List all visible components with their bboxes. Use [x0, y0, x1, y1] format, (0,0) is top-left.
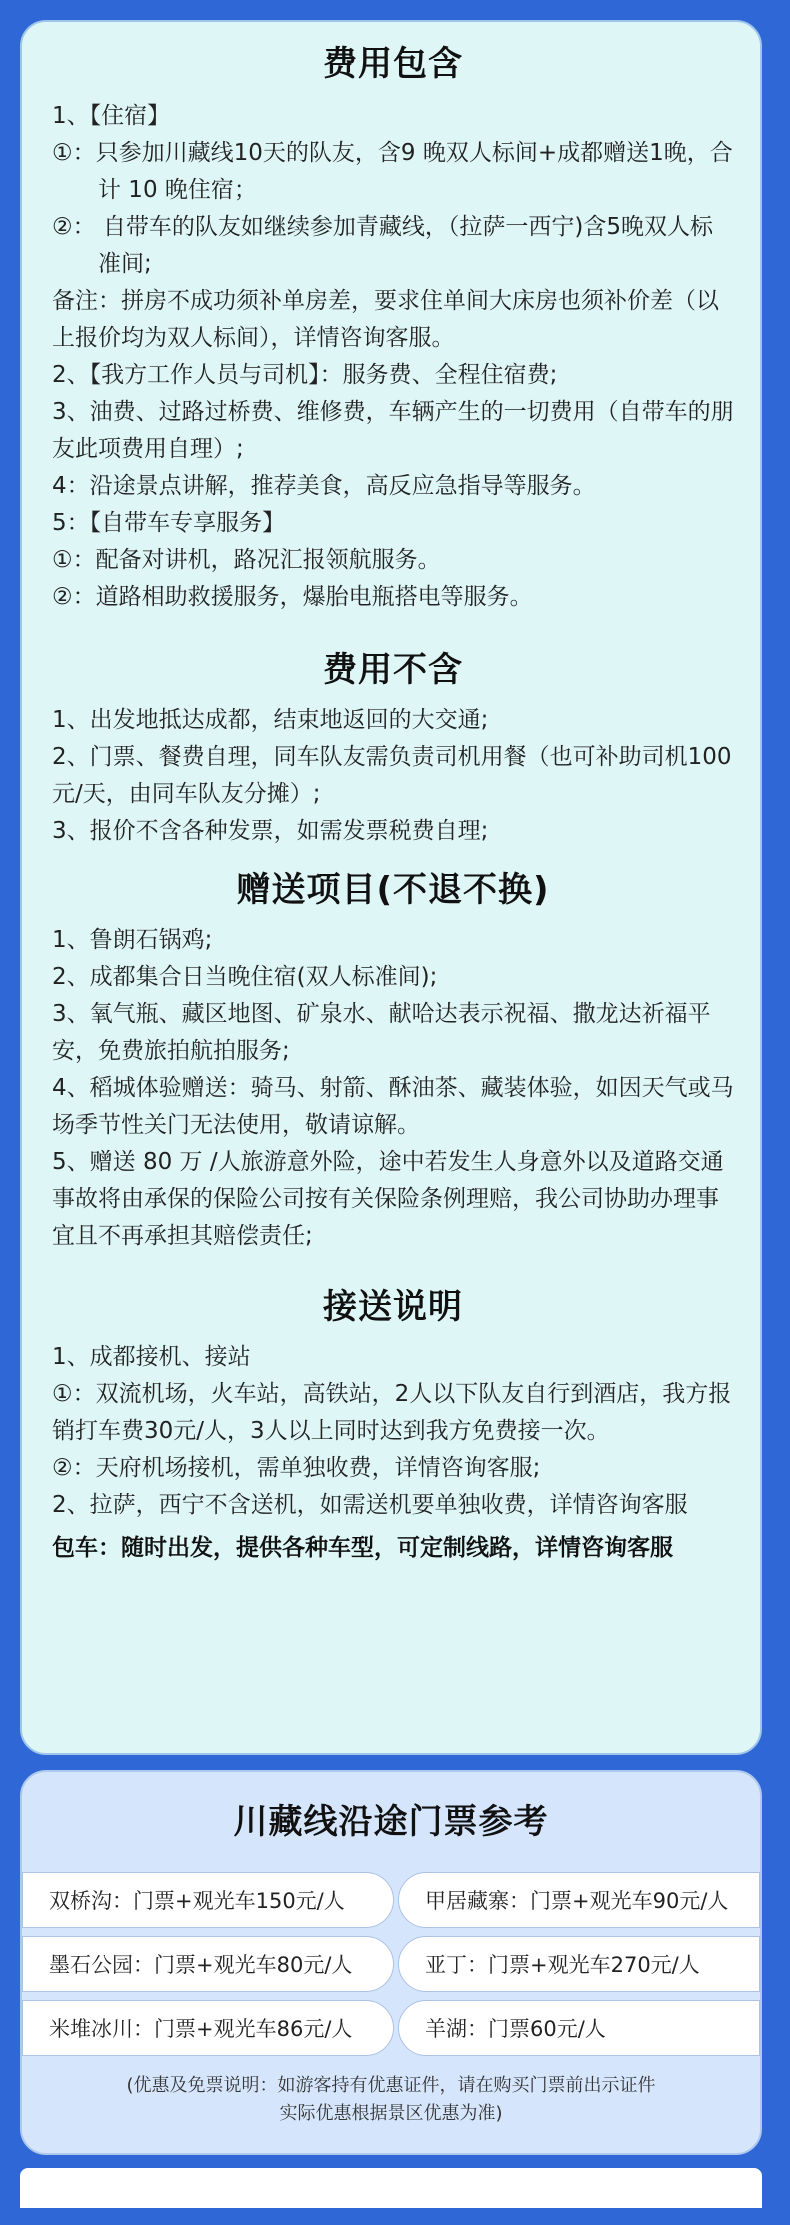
included-line: 4：沿途景点讲解，推荐美食，高反应急指导等服务。	[52, 473, 596, 499]
tickets-row	[22, 2000, 760, 2058]
gifts-line: 4、稻城体验赠送：骑马、射箭、酥油茶、藏装体验，如因天气或马场季节性关门无法使用，敬请谅解。	[52, 1075, 734, 1138]
gifts-list	[52, 922, 734, 1255]
transfer-line: 1、成都接机、接站	[52, 1344, 251, 1370]
tickets-row	[22, 1872, 760, 1930]
included-line: 2、【我方工作人员与司机】：服务费、全程住宿费;	[52, 362, 558, 388]
included-line: ②：道路相助救援服务，爆胎电瓶搭电等服务。	[52, 584, 533, 610]
ticket-cell: 米堆冰川：门票+观光车86元/人	[22, 2000, 394, 2056]
tickets-title: 川藏线沿途门票参考	[233, 1802, 549, 1842]
tickets-row	[22, 1936, 760, 1994]
excluded-line: 2、门票、餐费自理，同车队友需负责司机用餐（也可补助司机100元/天，由同车队友分摊）;	[52, 744, 732, 807]
ticket-cell: 墨石公园：门票+观光车80元/人	[22, 1936, 394, 1992]
gifts-line: 3、氧气瓶、藏区地图、矿泉水、献哈达表示祝福、撒龙达祈福平安，免费旅拍航拍服务;	[52, 1001, 711, 1064]
transfer-line: 2、拉萨，西宁不含送机，如需送机要单独收费，详情咨询客服	[52, 1492, 688, 1518]
ticket-cell: 双桥沟：门票+观光车150元/人	[22, 1872, 394, 1928]
excluded-title: 费用不含	[323, 650, 463, 690]
ticket-cell: 亚丁：门票+观光车270元/人	[398, 1936, 760, 1992]
ticket-cell: 羊湖：门票60元/人	[398, 2000, 760, 2056]
ticket-cell: 甲居藏寨：门票+观光车90元/人	[398, 1872, 760, 1928]
tickets-note	[62, 2072, 720, 2128]
included-line: ①：配备对讲机，路况汇报领航服务。	[52, 547, 441, 573]
tickets-note-line1: (优惠及免票说明：如游客持有优惠证件，请在购买门票前出示证件	[126, 2075, 656, 2096]
tickets-card	[20, 1770, 762, 2155]
gifts-line: 5、赠送 80 万 /人旅游意外险，途中若发生人身意外以及道路交通事故将由承保的保险公司按有关保险条例理赔，我公司协助办理事宜且不再承担其赔偿责任;	[52, 1149, 724, 1249]
included-line: ①：只参加川藏线10天的队友，含9 晚双人标间+成都赠送1晚，合计 10 晚住宿；	[52, 140, 733, 203]
transfer-line: ①：双流机场，火车站，高铁站，2人以下队友自行到酒店，我方报销打车费30元/人，3人以上同时达到我方免费接一次。	[52, 1381, 732, 1444]
included-list	[52, 98, 734, 616]
included-line: 5：【自带车专享服务】	[52, 510, 286, 536]
gifts-line: 2、成都集合日当晚住宿(双人标准间);	[52, 964, 438, 990]
included-line: 3、油费、过路过桥费、维修费，车辆产生的一切费用（自带车的朋友此项费用自理）;	[52, 399, 734, 462]
excluded-line: 3、报价不含各种发票，如需发票税费自理;	[52, 818, 489, 844]
info-card	[20, 20, 762, 1755]
bottom-strip	[20, 2168, 762, 2208]
transfer-title: 接送说明	[323, 1287, 463, 1327]
excluded-line: 1、出发地抵达成都，结束地返回的大交通;	[52, 707, 489, 733]
transfer-list	[52, 1339, 734, 1524]
gifts-line: 1、鲁朗石锅鸡;	[52, 927, 213, 953]
included-line: ②： 自带车的队友如继续参加青藏线，（拉萨一西宁)含5晚双人标准间;	[52, 214, 714, 277]
included-line: 1、【住宿】	[52, 103, 171, 129]
gifts-title: 赠送项目(不退不换)	[236, 870, 550, 910]
excluded-list	[52, 702, 734, 850]
tickets-grid	[22, 1872, 760, 2064]
included-line: 备注：拼房不成功须补单房差，要求住单间大床房也须补价差（以上报价均为双人标间），详情咨询客服。	[52, 288, 719, 351]
tickets-note-line2: 实际优惠根据景区优惠为准)	[279, 2103, 503, 2124]
included-title: 费用包含	[323, 44, 463, 84]
transfer-line: ②：天府机场接机，需单独收费，详情咨询客服;	[52, 1455, 541, 1481]
charter-note: 包车：随时出发，提供各种车型，可定制线路，详情咨询客服	[52, 1535, 673, 1561]
